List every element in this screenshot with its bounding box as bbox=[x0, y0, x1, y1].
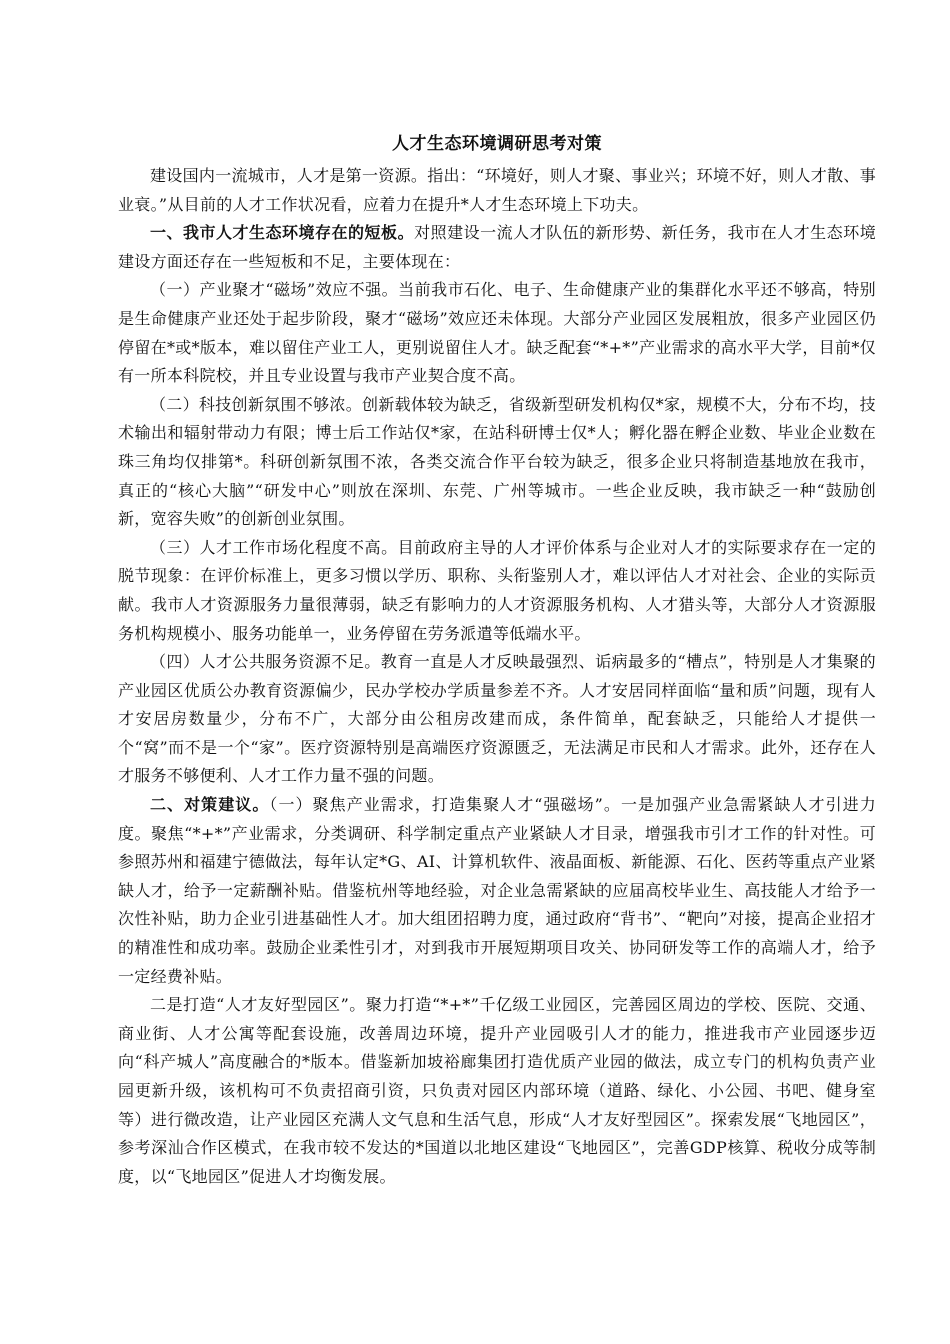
section-one-heading: 一、我市人才生态环境存在的短板。 bbox=[150, 223, 415, 243]
paragraph-five: 二是打造“人才友好型园区”。聚力打造“*+*”千亿级工业园区，完善园区周边的学校、医院、交通、商业街、人才公寓等配套设施，改善周边环境，提升产业园吸引人才的能力，推进我市产业园逐步迈向“科产城人”高度融合的*版本。借鉴新加坡裕廊集团打造优质产业园的做法，成立专门的机构负责产业园更新升级，该机构可不负责招商引资，只负责对园区内部环境（道路、绿化、小公园、书吧、健身室等）进行微改造，让产业园区充满人文气息和生活气息，形成“人才友好型园区”。探索发展“飞地园区”，参考深汕合作区模式，在我市较不发达的*国道以北地区建设“飞地园区”，完善GDP核算、税收分成等制度，以“飞地园区”促进人才均衡发展。 bbox=[118, 995, 876, 1186]
paragraph-four: （四）人才公共服务资源不足。教育一直是人才反映最强烈、诟病最多的“槽点”，特别是人才集聚的产业园区优质公办教育资源偏少，民办学校办学质量参差不齐。人才安居同样面临“量和质”问题，现有人才安居房数量少，分布不广，大部分由公租房改建而成，条件简单，配套缺乏，只能给人才提供一个“窝”而不是一个“家”。医疗资源特别是高端医疗资源匮乏，无法满足市民和人才需求。此外，还存在人才服务不够便利、人才工作力量不强的问题。 bbox=[118, 652, 876, 786]
section-two-text: （一）聚焦产业需求，打造集聚人才“强磁场”。一是加强产业急需紧缺人才引进力度。聚焦“*+*”产业需求，分类调研、科学制定重点产业紧缺人才目录，增强我市引才工作的针对性。可参照苏州和福建宁德做法，每年认定*G、AI、计算机软件、液晶面板、新能源、石化、医药等重点产业紧缺人才，给予一定薪酬补贴。借鉴杭州等地经验，对企业急需紧缺的应届高校毕业生、高技能人才给予一次性补贴，助力企业引进基础性人才。加大组团招聘力度，通过政府“背书”、“靶向”对接，提高企业招才的精准性和成功率。鼓励企业柔性引才，对到我市开展短期项目攻关、协同研发等工作的高端人才，给予一定经费补贴。 bbox=[118, 795, 876, 986]
section-one-text: 对照建设一流人才队伍的新形势、新任务，我市在人才生态环境建设方面还存在一些短板和不足，主要体现在： bbox=[118, 223, 876, 271]
section-two-paragraph bbox=[118, 791, 876, 991]
document-page bbox=[118, 130, 876, 1191]
paragraph-one: （一）产业聚才“磁场”效应不强。当前我市石化、电子、生命健康产业的集群化水平还不够高，特别是生命健康产业还处于起步阶段，聚才“磁场”效应还未体现。大部分产业园区发展粗放，很多产业园区仍停留在*或*版本，难以留住产业工人，更别说留住人才。缺乏配套“*+*”产业需求的高水平大学，目前*仅有一所本科院校，并且专业设置与我市产业契合度不高。 bbox=[118, 280, 876, 386]
paragraph-two: （二）科技创新氛围不够浓。创新载体较为缺乏，省级新型研发机构仅*家，规模不大，分布不均，技术输出和辐射带动力有限；博士后工作站仅*家，在站科研博士仅*人；孵化器在孵企业数、毕业企业数在珠三角均仅排第*。科研创新氛围不浓，各类交流合作平台较为缺乏，很多企业只将制造基地放在我市，真正的“核心大脑”“研发中心”则放在深圳、东莞、广州等城市。一些企业反映，我市缺乏一种“鼓励创新，宽容失败”的创新创业氛围。 bbox=[118, 394, 876, 529]
section-two-heading: 二、对策建议。 bbox=[150, 795, 270, 815]
paragraph-three: （三）人才工作市场化程度不高。目前政府主导的人才评价体系与企业对人才的实际要求存在一定的脱节现象：在评价标准上，更多习惯以学历、职称、头衔鉴别人才，难以评估人才对社会、企业的实际贡献。我市人才资源服务力量很薄弱，缺乏有影响力的人才资源服务机构、人才猎头等，大部分人才资源服务机构规模小、服务功能单一，业务停留在劳务派遣等低端水平。 bbox=[118, 537, 876, 643]
document-title: 人才生态环境调研思考对策 bbox=[392, 134, 602, 154]
section-one-paragraph bbox=[118, 219, 876, 276]
intro-paragraph: 建设国内一流城市，人才是第一资源。指出：“环境好，则人才聚、事业兴；环境不好，则人才散、事业衰。”从目前的人才工作状况看，应着力在提升*人才生态环境上下功夫。 bbox=[118, 166, 876, 214]
